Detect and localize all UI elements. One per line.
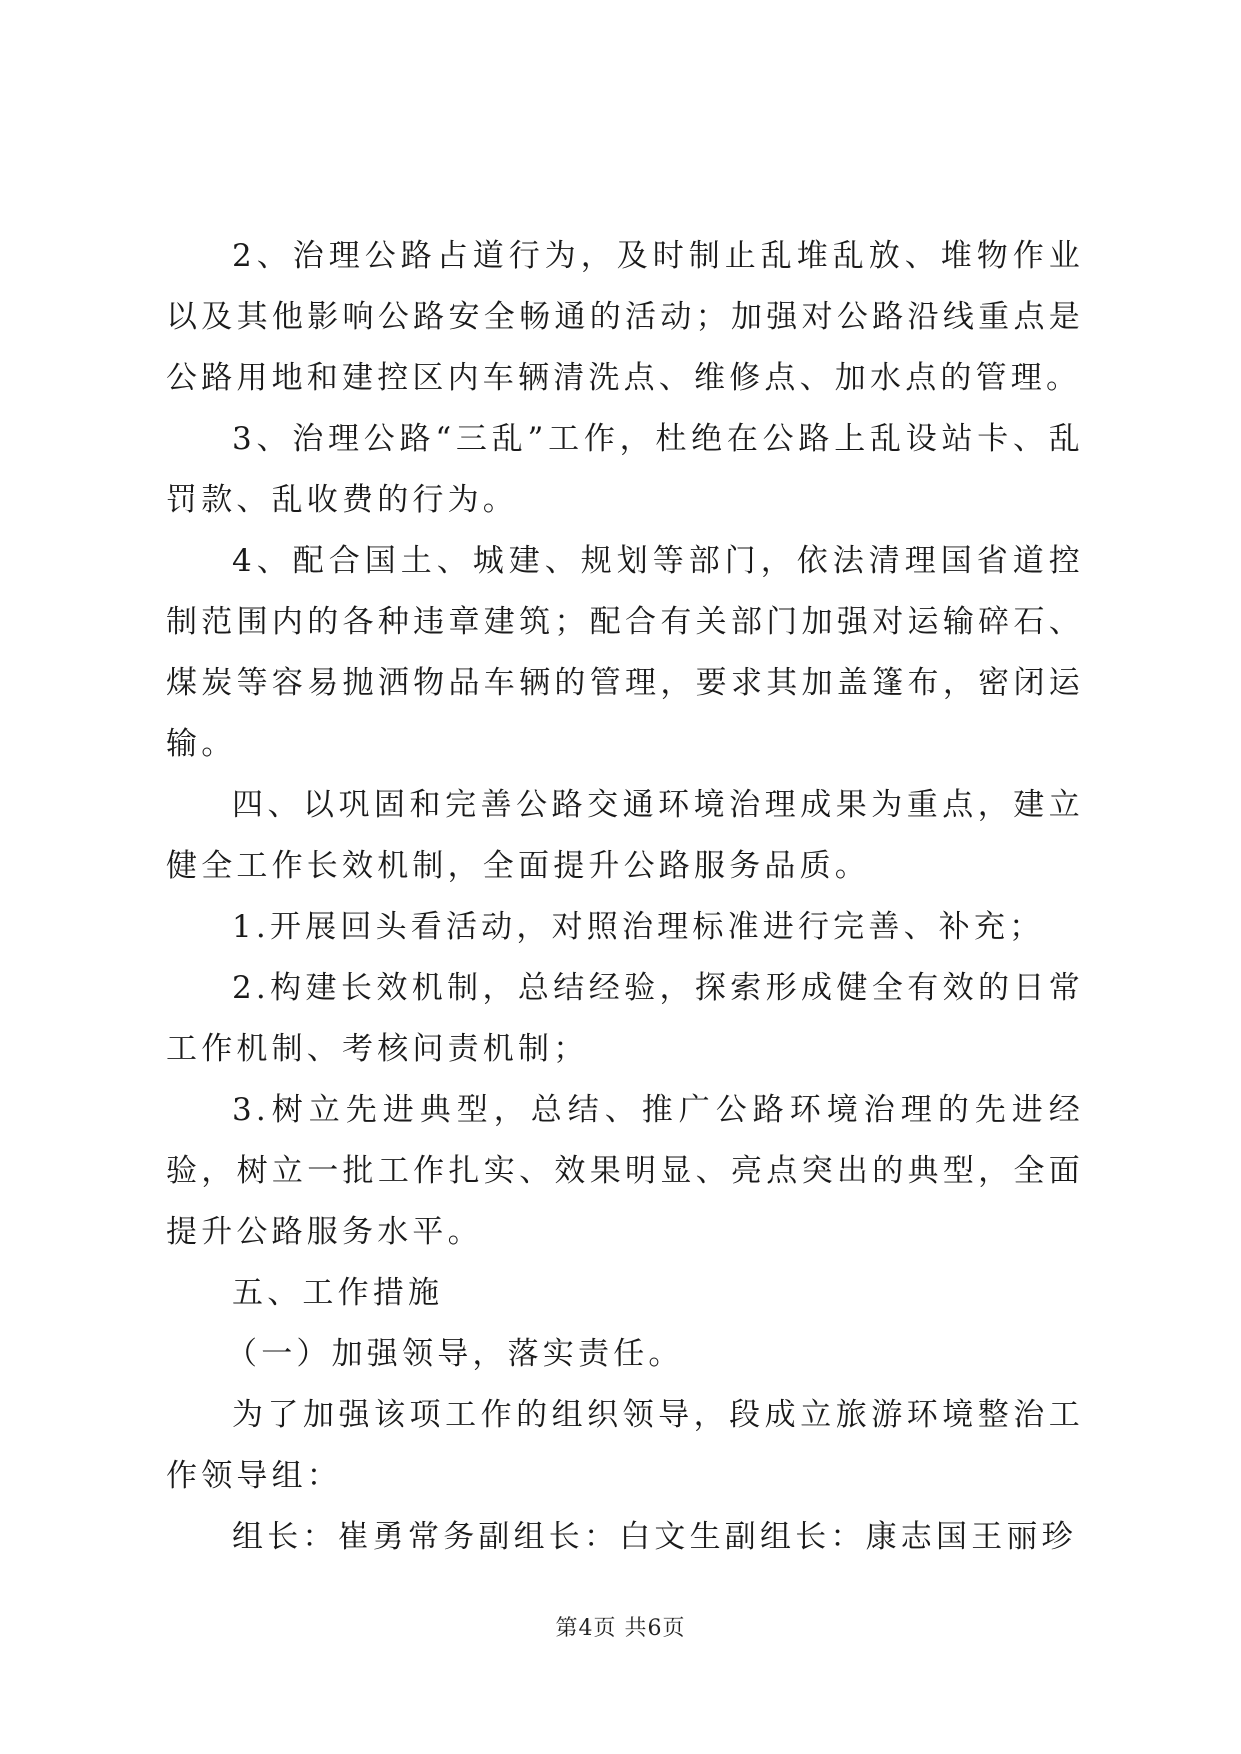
list-item-2: 2.构建长效机制，总结经验，探索形成健全有效的日常工作机制、考核问责机制； [166, 970, 1084, 1067]
paragraph-item-3: 3、治理公路“三乱”工作，杜绝在公路上乱设站卡、乱罚款、乱收费的行为。 [166, 421, 1084, 518]
section-heading-5: 五、工作措施 [232, 1275, 444, 1311]
paragraph-item-4: 4、配合国土、城建、规划等部门，依法清理国省道控制范围内的各种违章建筑；配合有关部门加强对运输碎石、煤炭等容易抛洒物品车辆的管理，要求其加盖篷布，密闭运输。 [166, 543, 1084, 762]
section-heading-4: 四、以巩固和完善公路交通环境治理成果为重点，建立健全工作长效机制，全面提升公路服务品质。 [166, 787, 1084, 884]
page-number-footer: 第4页 共6页 [555, 1616, 686, 1641]
list-item-3: 3.树立先进典型，总结、推广公路环境治理的先进经验，树立一批工作扎实、效果明显、亮点突出的典型，全面提升公路服务水平。 [166, 1092, 1084, 1250]
document-body [166, 226, 1084, 1568]
paragraph-leadership-group: 为了加强该项工作的组织领导，段成立旅游环境整治工作领导组： [166, 1397, 1084, 1494]
subsection-heading-1: （一）加强领导，落实责任。 [226, 1336, 684, 1372]
list-item-1: 1.开展回头看活动，对照治理标准进行完善、补充； [232, 909, 1045, 945]
paragraph-group-members: 组长：崔勇常务副组长：白文生副组长：康志国王丽珍 [232, 1519, 1077, 1555]
paragraph-item-2: 2、治理公路占道行为，及时制止乱堆乱放、堆物作业以及其他影响公路安全畅通的活动；加强对公路沿线重点是公路用地和建控区内车辆清洗点、维修点、加水点的管理。 [166, 238, 1084, 396]
